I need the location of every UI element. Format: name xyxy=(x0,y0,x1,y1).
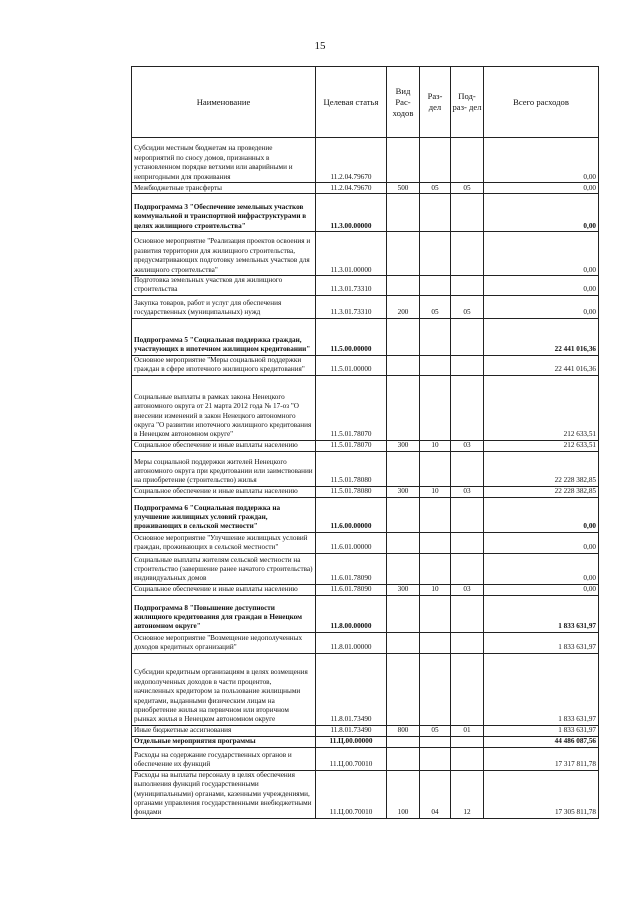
table-row xyxy=(132,232,599,276)
row-vid: 500 xyxy=(387,183,420,194)
row-podrazdel xyxy=(451,497,484,532)
table-row xyxy=(132,194,599,232)
row-razdel xyxy=(420,375,451,440)
row-name: Подпрограмма 6 "Социальная поддержка на улучшение жилищных условий граждан, проживающих в сельской местности" xyxy=(132,497,316,532)
row-total: 212 633,51 xyxy=(484,375,599,440)
row-total: 17 305 811,78 xyxy=(484,770,599,818)
row-razdel xyxy=(420,632,451,653)
row-code: 11.8.01.73490 xyxy=(316,725,387,736)
table-row xyxy=(132,725,599,736)
row-podrazdel xyxy=(451,653,484,725)
row-razdel xyxy=(420,532,451,553)
row-podrazdel: 05 xyxy=(451,295,484,318)
row-total: 0,00 xyxy=(484,532,599,553)
row-code: 11.2.04.79670 xyxy=(316,138,387,183)
row-razdel xyxy=(420,355,451,375)
row-razdel xyxy=(420,595,451,632)
row-podrazdel xyxy=(451,595,484,632)
row-code: 11.3.01.73310 xyxy=(316,276,387,296)
header-vid: Вид Рас- ходов xyxy=(387,67,420,138)
row-vid xyxy=(387,736,420,747)
row-name: Расходы на выплаты персоналу в целях обеспечения выполнения функций государственными (муниципальными) органами, казенными учреждениями, органами управления государственными внебюджетными фондами xyxy=(132,770,316,818)
table-row xyxy=(132,770,599,818)
row-podrazdel: 12 xyxy=(451,770,484,818)
row-podrazdel xyxy=(451,318,484,355)
row-total: 1 833 631,97 xyxy=(484,632,599,653)
row-code: 11.5.00.00000 xyxy=(316,318,387,355)
row-vid xyxy=(387,632,420,653)
row-name: Подпрограмма 8 "Повышение доступности жилищного кредитования для граждан в Ненецком автономном округе" xyxy=(132,595,316,632)
row-vid xyxy=(387,355,420,375)
row-razdel: 05 xyxy=(420,183,451,194)
table-row xyxy=(132,497,599,532)
row-podrazdel: 03 xyxy=(451,584,484,595)
row-vid xyxy=(387,232,420,276)
row-name: Социальное обеспечение и иные выплаты населению xyxy=(132,486,316,497)
row-name: Социальное обеспечение и иные выплаты населению xyxy=(132,584,316,595)
row-podrazdel xyxy=(451,194,484,232)
row-name: Основное мероприятие "Возмещение недополученных доходов кредитных организаций" xyxy=(132,632,316,653)
row-vid xyxy=(387,595,420,632)
row-total: 0,00 xyxy=(484,183,599,194)
table-row xyxy=(132,532,599,553)
row-razdel xyxy=(420,138,451,183)
row-code: 11.Ц.00.70010 xyxy=(316,747,387,770)
row-total: 44 486 087,56 xyxy=(484,736,599,747)
row-total: 0,00 xyxy=(484,584,599,595)
row-razdel: 10 xyxy=(420,584,451,595)
row-vid xyxy=(387,194,420,232)
row-total: 1 833 631,97 xyxy=(484,653,599,725)
row-total: 0,00 xyxy=(484,138,599,183)
table-row xyxy=(132,375,599,440)
row-vid xyxy=(387,138,420,183)
row-name: Иные бюджетные ассигнования xyxy=(132,725,316,736)
row-code: 11.3.00.00000 xyxy=(316,194,387,232)
row-vid xyxy=(387,375,420,440)
row-podrazdel xyxy=(451,553,484,584)
row-code: 11.3.01.73310 xyxy=(316,295,387,318)
table-row xyxy=(132,736,599,747)
row-razdel: 05 xyxy=(420,295,451,318)
budget-table xyxy=(131,66,599,819)
table-body xyxy=(132,138,599,819)
row-vid xyxy=(387,653,420,725)
row-podrazdel xyxy=(451,532,484,553)
row-podrazdel xyxy=(451,355,484,375)
row-total: 212 633,51 xyxy=(484,440,599,451)
row-total: 0,00 xyxy=(484,553,599,584)
row-name: Социальное обеспечение и иные выплаты населению xyxy=(132,440,316,451)
row-podrazdel: 03 xyxy=(451,440,484,451)
page-number: 15 xyxy=(314,40,326,52)
row-vid xyxy=(387,451,420,486)
row-name: Межбюджетные трансферты xyxy=(132,183,316,194)
row-podrazdel: 01 xyxy=(451,725,484,736)
header-podrazdel: Под- раз- дел xyxy=(451,67,484,138)
row-code: 11.6.01.00000 xyxy=(316,532,387,553)
header-name: Наименование xyxy=(132,67,316,138)
row-total: 17 317 811,78 xyxy=(484,747,599,770)
row-podrazdel xyxy=(451,747,484,770)
row-name: Подпрограмма 3 "Обеспечение земельных участков коммунальной и транспортной инфраструктурами в целях жилищного строительства" xyxy=(132,194,316,232)
row-vid: 300 xyxy=(387,584,420,595)
row-code: 11.3.01.00000 xyxy=(316,232,387,276)
row-razdel xyxy=(420,553,451,584)
table-row xyxy=(132,295,599,318)
row-code: 11.5.01.78080 xyxy=(316,486,387,497)
row-razdel xyxy=(420,318,451,355)
row-podrazdel xyxy=(451,138,484,183)
table-row xyxy=(132,553,599,584)
row-code: 11.8.01.00000 xyxy=(316,632,387,653)
row-total: 1 833 631,97 xyxy=(484,725,599,736)
row-razdel: 04 xyxy=(420,770,451,818)
row-total: 22 228 382,85 xyxy=(484,486,599,497)
row-razdel xyxy=(420,276,451,296)
table-row xyxy=(132,747,599,770)
row-code: 11.Ц.00.00000 xyxy=(316,736,387,747)
row-razdel xyxy=(420,497,451,532)
table-row xyxy=(132,632,599,653)
row-vid: 300 xyxy=(387,440,420,451)
row-total: 0,00 xyxy=(484,276,599,296)
row-name: Расходы на содержание государственных органов и обеспечение их функций xyxy=(132,747,316,770)
table-header-row xyxy=(132,67,599,138)
row-code: 11.6.01.78090 xyxy=(316,553,387,584)
row-name: Отдельные мероприятия программы xyxy=(132,736,316,747)
row-name: Основное мероприятие "Меры социальной поддержки граждан в сфере ипотечного жилищного кредитования" xyxy=(132,355,316,375)
row-total: 22 441 016,36 xyxy=(484,355,599,375)
row-code: 11.8.01.73490 xyxy=(316,653,387,725)
row-total: 1 833 631,97 xyxy=(484,595,599,632)
row-code: 11.Ц.00.70010 xyxy=(316,770,387,818)
row-code: 11.5.01.78080 xyxy=(316,451,387,486)
table-row xyxy=(132,138,599,183)
row-vid xyxy=(387,532,420,553)
row-total: 0,00 xyxy=(484,194,599,232)
row-vid: 300 xyxy=(387,486,420,497)
row-podrazdel xyxy=(451,632,484,653)
row-razdel: 10 xyxy=(420,486,451,497)
row-code: 11.5.01.00000 xyxy=(316,355,387,375)
table-row xyxy=(132,584,599,595)
row-name: Меры социальной поддержки жителей Ненецкого автономного округа при кредитовании или заимствовании на приобретение (строительство) жилья xyxy=(132,451,316,486)
table-row xyxy=(132,451,599,486)
row-vid: 100 xyxy=(387,770,420,818)
row-vid xyxy=(387,497,420,532)
row-name: Социальные выплаты в рамках закона Ненецкого автономного округа от 21 марта 2012 года № 17-оз "О внесении изменений в закон Ненецкого автономного округа "О развитии ипотечного жилищного кредитования в Ненецком автономном округе" xyxy=(132,375,316,440)
row-vid: 200 xyxy=(387,295,420,318)
header-razdel: Раз- дел xyxy=(420,67,451,138)
row-podrazdel: 05 xyxy=(451,183,484,194)
row-name: Подпрограмма 5 "Социальная поддержка граждан, участвующих в ипотечном жилищном кредитовании" xyxy=(132,318,316,355)
row-name: Социальные выплаты жителям сельской местности на строительство (завершение ранее начатого строительства) индивидуальных домов xyxy=(132,553,316,584)
row-podrazdel xyxy=(451,736,484,747)
row-podrazdel xyxy=(451,276,484,296)
table-row xyxy=(132,595,599,632)
table-row xyxy=(132,183,599,194)
row-total: 22 441 016,36 xyxy=(484,318,599,355)
row-total: 0,00 xyxy=(484,232,599,276)
row-name: Закупка товаров, работ и услуг для обеспечения государственных (муниципальных) нужд xyxy=(132,295,316,318)
row-vid: 800 xyxy=(387,725,420,736)
row-razdel xyxy=(420,747,451,770)
row-code: 11.6.01.78090 xyxy=(316,584,387,595)
row-vid xyxy=(387,747,420,770)
row-razdel xyxy=(420,194,451,232)
row-podrazdel: 03 xyxy=(451,486,484,497)
row-name: Основное мероприятие "Реализация проектов освоения и развития территории для жилищного строительства, предусматривающих подготовку земельных участков для жилищного строительства" xyxy=(132,232,316,276)
row-razdel: 10 xyxy=(420,440,451,451)
row-total: 22 228 382,85 xyxy=(484,451,599,486)
row-vid xyxy=(387,553,420,584)
row-razdel: 05 xyxy=(420,725,451,736)
row-razdel xyxy=(420,232,451,276)
header-total: Всего расходов xyxy=(484,67,599,138)
table-row xyxy=(132,276,599,296)
row-total: 0,00 xyxy=(484,497,599,532)
table-row xyxy=(132,355,599,375)
row-vid xyxy=(387,276,420,296)
row-podrazdel xyxy=(451,232,484,276)
row-name: Подготовка земельных участков для жилищного строительства xyxy=(132,276,316,296)
table-row xyxy=(132,486,599,497)
table-row xyxy=(132,440,599,451)
row-total: 0,00 xyxy=(484,295,599,318)
row-name: Субсидии местным бюджетам на проведение мероприятий по сносу домов, признанных в установленном порядке ветхими или аварийными и непригодными для проживания xyxy=(132,138,316,183)
row-code: 11.8.00.00000 xyxy=(316,595,387,632)
row-code: 11.2.04.79670 xyxy=(316,183,387,194)
row-razdel xyxy=(420,736,451,747)
row-vid xyxy=(387,318,420,355)
table-row xyxy=(132,653,599,725)
row-razdel xyxy=(420,451,451,486)
row-podrazdel xyxy=(451,451,484,486)
row-name: Основное мероприятие "Улучшение жилищных условий граждан, проживающих в сельской местности" xyxy=(132,532,316,553)
table-row xyxy=(132,318,599,355)
row-code: 11.5.01.78070 xyxy=(316,440,387,451)
row-name: Субсидии кредитным организациям в целях возмещения недополученных доходов в части процентов, начисленных кредитором за пользование жилищными кредитами, выданными физическим лицам на приобретение жилья на первичном или вторичном рынках жилья в Ненецком автономном округе xyxy=(132,653,316,725)
row-code: 11.6.00.00000 xyxy=(316,497,387,532)
row-podrazdel xyxy=(451,375,484,440)
row-razdel xyxy=(420,653,451,725)
row-code: 11.5.01.78070 xyxy=(316,375,387,440)
header-code: Целевая статья xyxy=(316,67,387,138)
